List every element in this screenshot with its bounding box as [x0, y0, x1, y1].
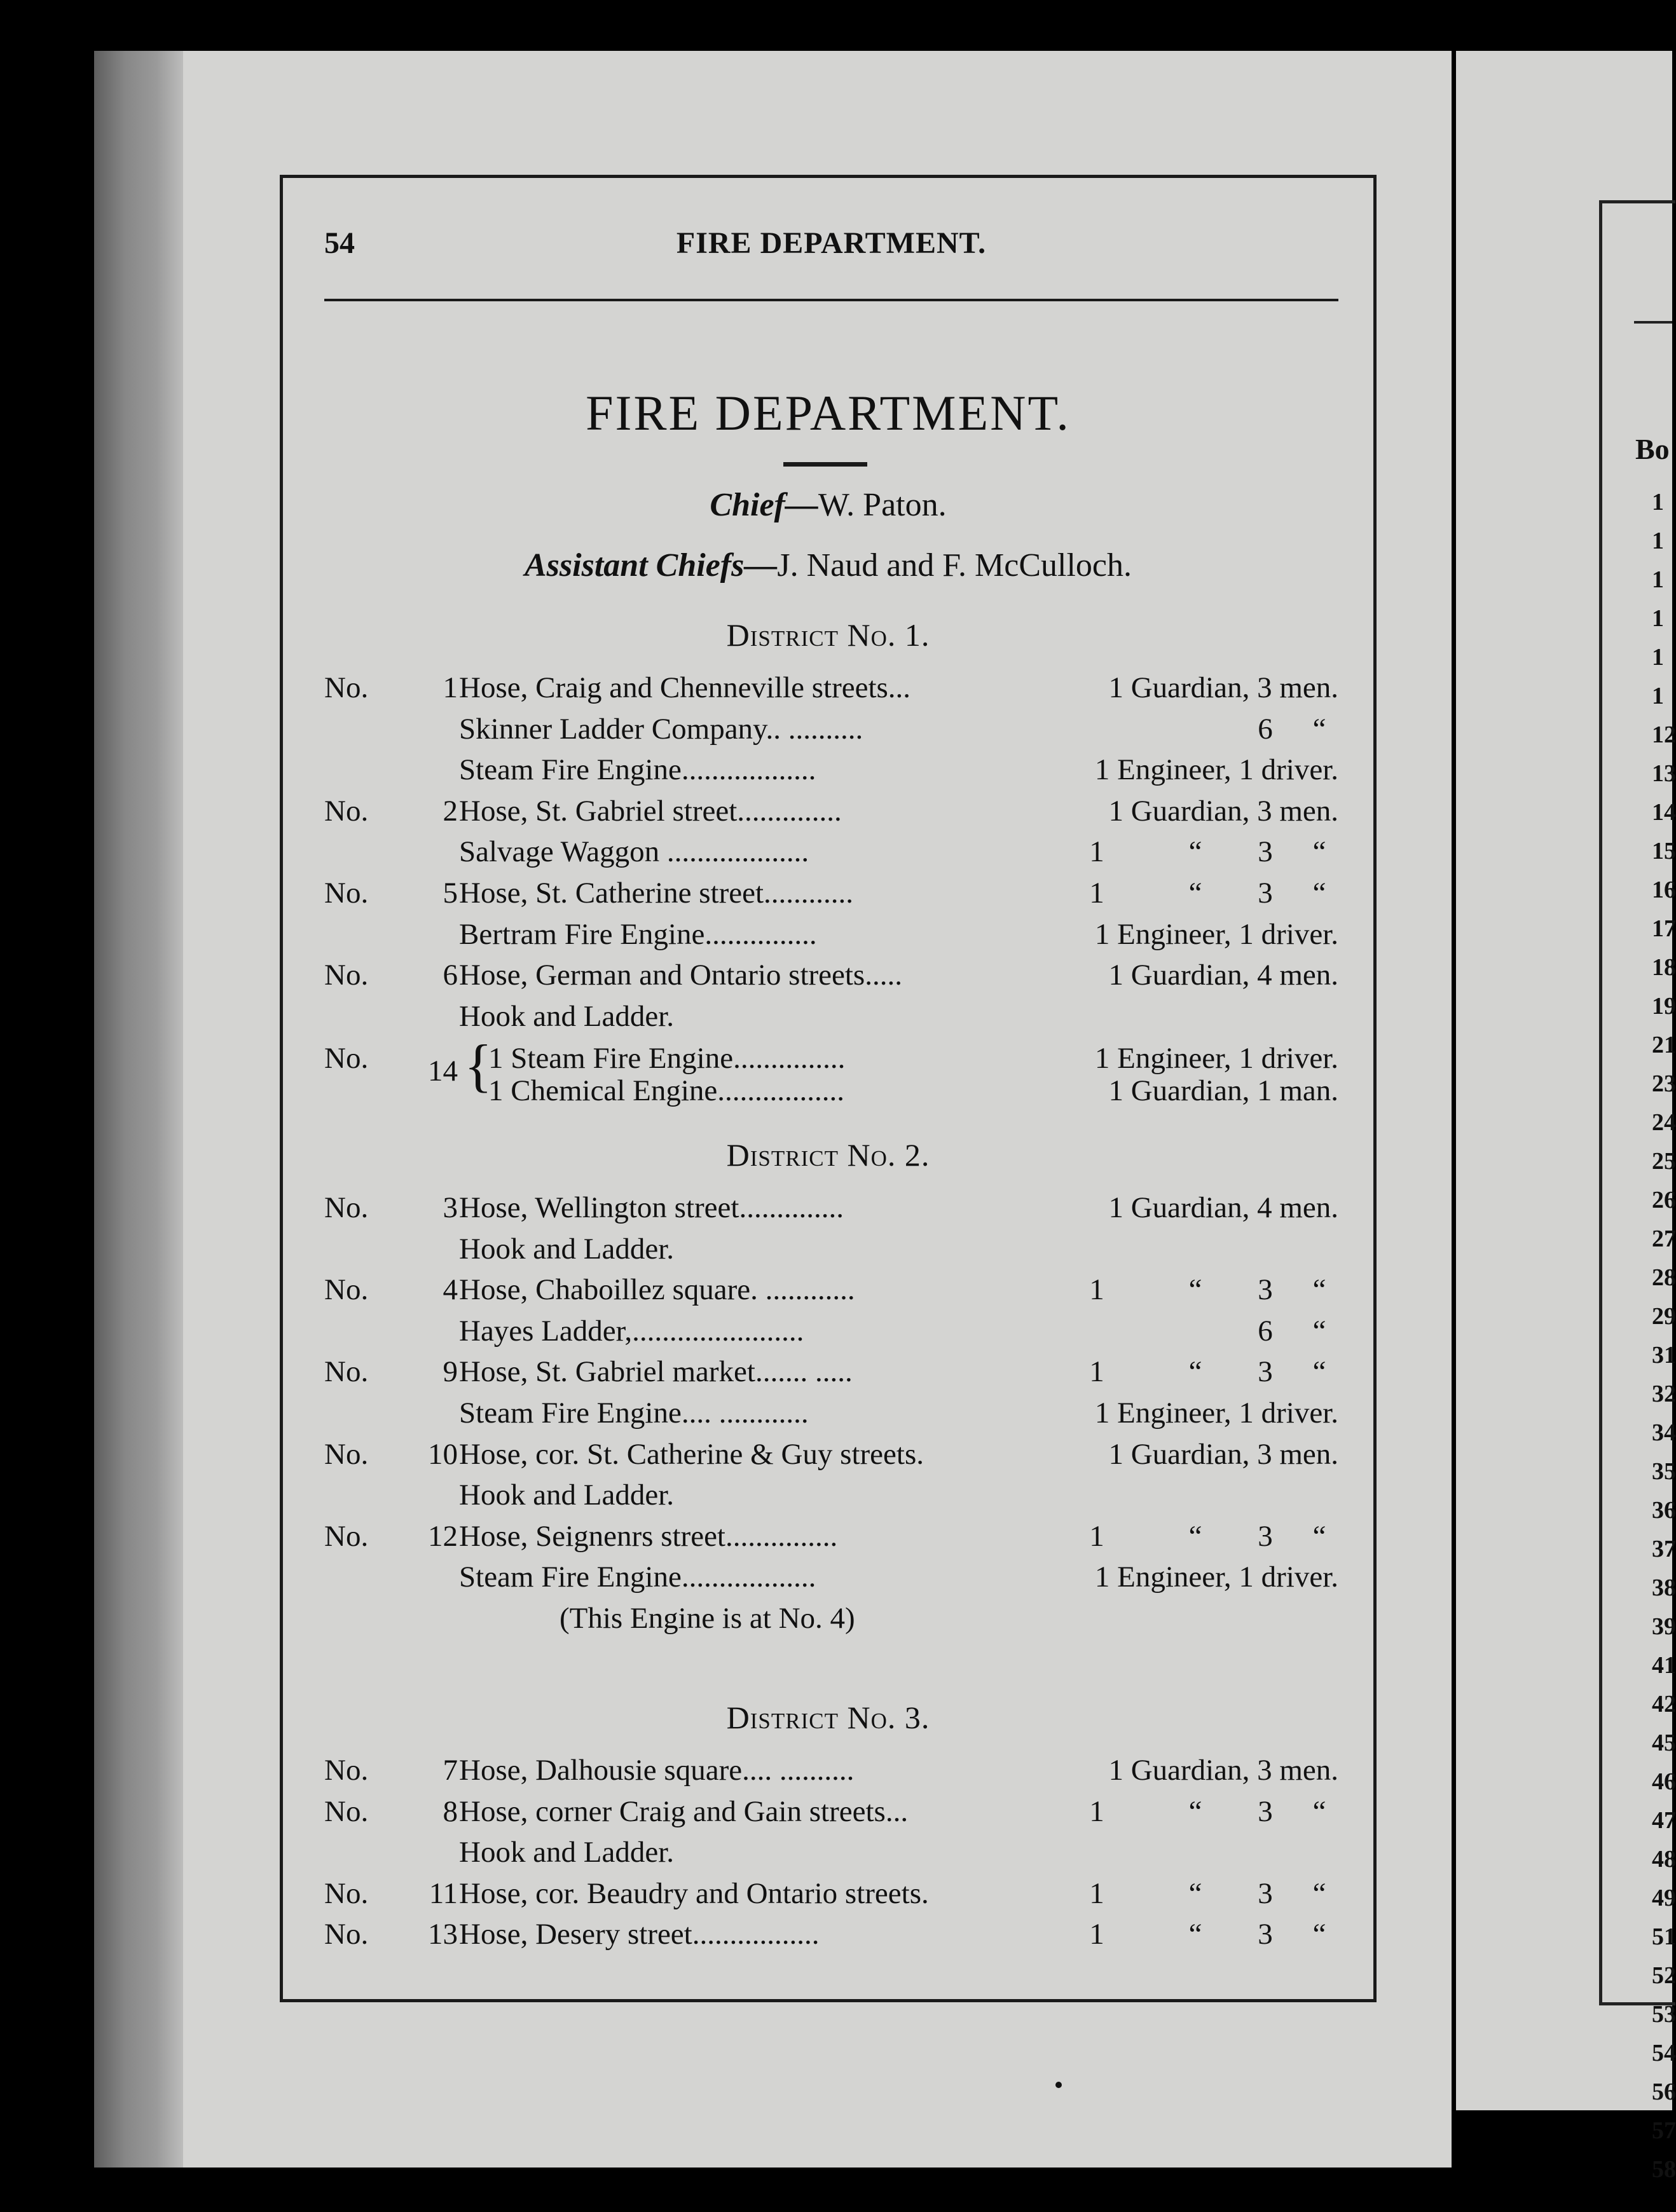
- unit-number: 4: [443, 1273, 458, 1307]
- men-count: 3: [1258, 1918, 1273, 1951]
- roster-row: [324, 1917, 1338, 1958]
- unit-staff: 1 Engineer, 1 driver.: [1094, 1560, 1338, 1594]
- ditto-mark: “: [1188, 1273, 1202, 1307]
- unit-no-label: No.: [324, 1191, 369, 1224]
- unit-no-label: No.: [324, 1794, 369, 1828]
- unit-no-label: No.: [324, 1519, 369, 1553]
- assistant-chiefs-names: J. Naud and F. McCulloch.: [777, 547, 1132, 584]
- unit-number: 10: [428, 1437, 458, 1471]
- unit-description: Hose, St. Gabriel street..............: [459, 794, 842, 828]
- header-rule: [324, 299, 1338, 301]
- roster-row: [324, 1753, 1338, 1794]
- ditto-mark: “: [1188, 877, 1202, 910]
- men-count: 3: [1258, 1876, 1273, 1910]
- unit-description: Hose, Chaboillez square. ............: [459, 1273, 855, 1307]
- roster-row: [324, 1314, 1338, 1355]
- assistant-chiefs-line: [280, 547, 1377, 584]
- men-count: 6: [1258, 1314, 1273, 1348]
- roster-row: [324, 917, 1338, 958]
- unit-no-label: No.: [324, 959, 369, 992]
- staff-count: 1: [1089, 1918, 1104, 1951]
- roster-row: [324, 876, 1338, 917]
- unit-no-label: No.: [324, 1876, 369, 1910]
- unit-no-label: No.: [324, 1754, 369, 1787]
- district-heading: District No. 1.: [726, 617, 930, 653]
- title-rule: [783, 462, 867, 467]
- unit-description: Hook and Ladder.: [459, 1232, 675, 1266]
- men-count: 3: [1258, 1355, 1273, 1389]
- unit-number: 3: [443, 1191, 458, 1224]
- roster-row: [324, 1601, 1338, 1642]
- unit-number: 7: [443, 1754, 458, 1787]
- unit-no-label: No.: [324, 794, 369, 828]
- unit-no-label: No.: [324, 1273, 369, 1307]
- unit-staff: 1 Engineer, 1 driver.: [1094, 917, 1338, 951]
- roster-row: [324, 1437, 1338, 1478]
- chief-line: [280, 486, 1377, 524]
- facing-page-label: Bo: [1635, 433, 1670, 465]
- unit-no-label: No.: [324, 671, 369, 704]
- unit-number: 8: [443, 1794, 458, 1828]
- roster-row: [324, 753, 1338, 793]
- unit-number: 14: [428, 1055, 458, 1088]
- ditto-mark: “: [1312, 835, 1326, 869]
- unit-description: Hose, German and Ontario streets.....: [459, 959, 902, 992]
- unit-staff: 1 Guardian, 3 men.: [1108, 671, 1338, 704]
- unit-staff: 1 Guardian, 3 men.: [1108, 794, 1338, 828]
- unit-number: 11: [429, 1876, 458, 1910]
- roster-row: [324, 1519, 1338, 1560]
- unit-no-label: No.: [324, 877, 369, 910]
- unit-number: 9: [443, 1355, 458, 1389]
- unit-staff: 1 Engineer, 1 driver.: [1094, 1042, 1338, 1075]
- staff-count: 1: [1089, 1876, 1104, 1910]
- page-title: FIRE DEPARTMENT.: [586, 385, 1071, 440]
- ditto-mark: “: [1188, 835, 1202, 869]
- roster-row: [324, 1074, 1338, 1114]
- running-head: [324, 226, 1338, 264]
- unit-description: Hose, Dalhousie square.... ..........: [459, 1754, 855, 1787]
- staff-count: 1: [1089, 1273, 1104, 1307]
- unit-description: Hose, Craig and Chenneville streets...: [459, 671, 911, 704]
- roster-row: [324, 1876, 1338, 1917]
- unit-description: Hose, cor. St. Catherine & Guy streets.: [459, 1437, 924, 1471]
- chief-name: W. Paton.: [818, 487, 947, 523]
- roster-row: [324, 1273, 1338, 1313]
- facing-page-numbers: 1 1 1 1 1 1 12 13 14 15 16 17 18 19 21 23 24 25 26 27 28 29 31 32 34 35 36 37 38 39 41 42 45 46 47 48 49 51 52 53 54 56 57 58: [1652, 489, 1676, 2183]
- unit-staff: 1 Guardian, 3 men.: [1108, 1754, 1338, 1787]
- unit-description: Hose, corner Craig and Gain streets...: [459, 1794, 909, 1828]
- ink-speck: [1055, 2082, 1062, 2088]
- district-heading: District No. 3.: [726, 1700, 930, 1735]
- unit-description: Hose, St. Catherine street............: [459, 877, 854, 910]
- unit-staff: 1 Guardian, 4 men.: [1108, 1191, 1338, 1224]
- ditto-mark: “: [1312, 877, 1326, 910]
- unit-staff: 1 Engineer, 1 driver.: [1094, 753, 1338, 787]
- unit-number: 1: [443, 671, 458, 704]
- unit-description: Hook and Ladder.: [459, 1478, 675, 1512]
- brace-glyph: {: [464, 1033, 493, 1098]
- roster-row: [324, 794, 1338, 835]
- unit-staff: 1 Guardian, 1 man.: [1108, 1074, 1338, 1107]
- unit-description: Skinner Ladder Company.. ..........: [459, 712, 863, 746]
- roster-row: [324, 1191, 1338, 1231]
- roster-row: [324, 1835, 1338, 1876]
- men-count: 3: [1258, 1794, 1273, 1828]
- roster-row: [324, 1560, 1338, 1601]
- unit-description: Hose, Wellington street..............: [459, 1191, 844, 1224]
- unit-description: Steam Fire Engine.... ............: [459, 1396, 809, 1430]
- men-count: 3: [1258, 1519, 1273, 1553]
- ditto-mark: “: [1188, 1876, 1202, 1910]
- unit-no-label: No.: [324, 1437, 369, 1471]
- unit-no-label: No.: [324, 1918, 369, 1951]
- ditto-mark: “: [1312, 712, 1326, 746]
- book-binding-edge: [94, 51, 183, 2168]
- unit-description: Bertram Fire Engine...............: [459, 917, 817, 951]
- roster-row: [324, 835, 1338, 875]
- ditto-mark: “: [1312, 1519, 1326, 1553]
- ditto-mark: “: [1312, 1876, 1326, 1910]
- unit-staff: 1 Guardian, 4 men.: [1108, 959, 1338, 992]
- unit-description: (This Engine is at No. 4): [560, 1602, 855, 1635]
- ditto-mark: “: [1312, 1355, 1326, 1389]
- district-heading: District No. 2.: [726, 1137, 930, 1173]
- roster-row: [324, 1396, 1338, 1437]
- page-number: 54: [324, 226, 355, 260]
- chief-label: Chief—: [710, 487, 818, 523]
- men-count: 6: [1258, 712, 1273, 746]
- ditto-mark: “: [1312, 1918, 1326, 1951]
- unit-number: 6: [443, 959, 458, 992]
- men-count: 3: [1258, 1273, 1273, 1307]
- staff-count: 1: [1089, 1794, 1104, 1828]
- unit-number: 2: [443, 794, 458, 828]
- unit-staff: 1 Guardian, 3 men.: [1108, 1437, 1338, 1471]
- men-count: 3: [1258, 877, 1273, 910]
- ditto-mark: “: [1312, 1794, 1326, 1828]
- unit-description: Hayes Ladder,.......................: [459, 1314, 804, 1348]
- unit-description: Hook and Ladder.: [459, 999, 675, 1033]
- ditto-mark: “: [1188, 1355, 1202, 1389]
- ditto-mark: “: [1188, 1794, 1202, 1828]
- staff-count: 1: [1089, 835, 1104, 869]
- roster-row: [324, 712, 1338, 753]
- unit-description: Hose, Seignenrs street...............: [459, 1519, 838, 1553]
- unit-description: Hook and Ladder.: [459, 1836, 675, 1869]
- unit-description: Hose, cor. Beaudry and Ontario streets.: [459, 1876, 929, 1910]
- staff-count: 1: [1089, 1355, 1104, 1389]
- ditto-mark: “: [1312, 1314, 1326, 1348]
- unit-number: 13: [428, 1918, 458, 1951]
- roster-row: [324, 671, 1338, 711]
- running-head-title: FIRE DEPARTMENT.: [676, 226, 987, 260]
- unit-staff: 1 Engineer, 1 driver.: [1094, 1396, 1338, 1430]
- unit-number: 5: [443, 877, 458, 910]
- roster-row: [324, 1794, 1338, 1835]
- unit-description: Hose, Desery street.................: [459, 1918, 820, 1951]
- assistant-chiefs-label: Assistant Chiefs—: [524, 547, 778, 584]
- staff-count: 1: [1089, 877, 1104, 910]
- unit-description: 1 Steam Fire Engine...............: [488, 1042, 846, 1075]
- men-count: 3: [1258, 835, 1273, 869]
- roster-row: [324, 1478, 1338, 1519]
- unit-description: Salvage Waggon ...................: [459, 835, 809, 869]
- ditto-mark: “: [1312, 1273, 1326, 1307]
- ditto-mark: “: [1188, 1918, 1202, 1951]
- staff-count: 1: [1089, 1519, 1104, 1553]
- roster-row: [324, 958, 1338, 999]
- unit-no-label: No.: [324, 1355, 369, 1389]
- unit-number: 12: [428, 1519, 458, 1553]
- unit-description: Hose, St. Gabriel market....... .....: [459, 1355, 853, 1389]
- ditto-mark: “: [1188, 1519, 1202, 1553]
- unit-description: Steam Fire Engine..................: [459, 753, 816, 787]
- unit-description: Steam Fire Engine..................: [459, 1560, 816, 1594]
- roster-row: [324, 1355, 1338, 1395]
- unit-description: 1 Chemical Engine.................: [488, 1074, 844, 1107]
- roster-row: [324, 1232, 1338, 1273]
- facing-page-rule: [1634, 321, 1672, 324]
- unit-no-label: No.: [324, 1042, 369, 1075]
